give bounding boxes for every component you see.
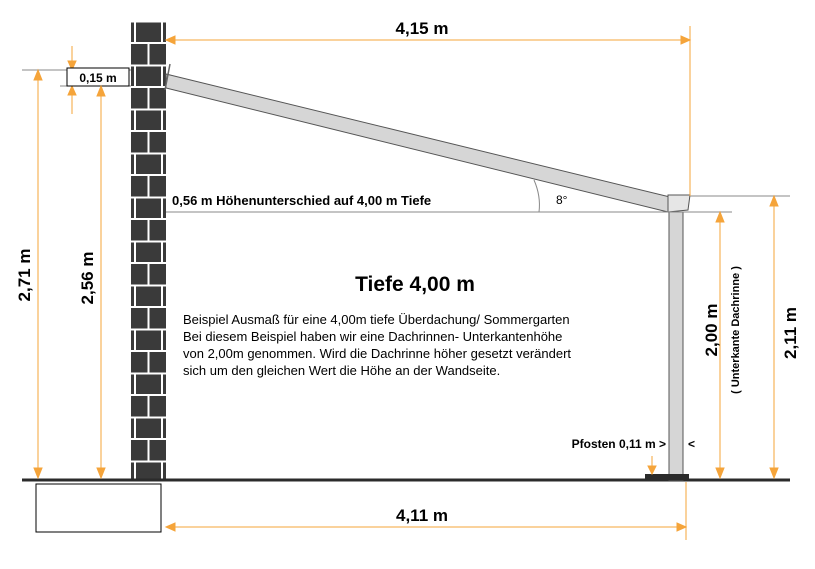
description-line-1: Beispiel Ausmaß für eine 4,00m tiefe Überdachung/ Sommergarten [183, 312, 570, 327]
description-line-2: Bei diesem Beispiel haben wir eine Dachrinnen- Unterkantenhöhe [183, 329, 563, 344]
wall-height-dimension [97, 86, 105, 478]
depth-title: Tiefe 4,00 m [355, 273, 475, 296]
total-wall-height-label: 2,71 m [15, 248, 34, 302]
angle-label: 8° [556, 193, 568, 207]
top-width-dimension [166, 26, 690, 196]
gutter-height-label: 2,00 m [702, 303, 721, 357]
brick-wall [131, 22, 166, 480]
roof-beam [166, 74, 670, 212]
top-width-label: 4,15 m [395, 19, 449, 38]
post-total-height-label: 2,11 m [781, 307, 800, 359]
angle-arc [534, 180, 539, 212]
post-total-height-dimension [770, 196, 778, 478]
post [669, 212, 683, 480]
post-width-pointer [648, 456, 656, 474]
base-box [36, 484, 161, 532]
description-line-3: von 2,00m genommen. Wird die Dachrinne höher gesetzt verändert [183, 346, 572, 361]
height-difference-label: 0,56 m Höhenunterschied auf 4,00 m Tiefe [172, 193, 432, 208]
description-line-4: sich um den gleichen Wert die Höhe an der Wandseite. [183, 363, 501, 378]
gutter [668, 195, 690, 212]
gutter-height-note: ( Unterkante Dachrinne ) [730, 266, 742, 394]
post-foot [645, 474, 689, 480]
small-height-label: 0,15 m [79, 71, 117, 85]
post-width-marker: < [688, 437, 696, 451]
wall-height-label: 2,56 m [78, 251, 97, 305]
post-width-label: Pfosten 0,11 m > [571, 437, 666, 451]
total-wall-height-dimension [34, 70, 42, 478]
bottom-width-label: 4,11 m [396, 506, 448, 525]
